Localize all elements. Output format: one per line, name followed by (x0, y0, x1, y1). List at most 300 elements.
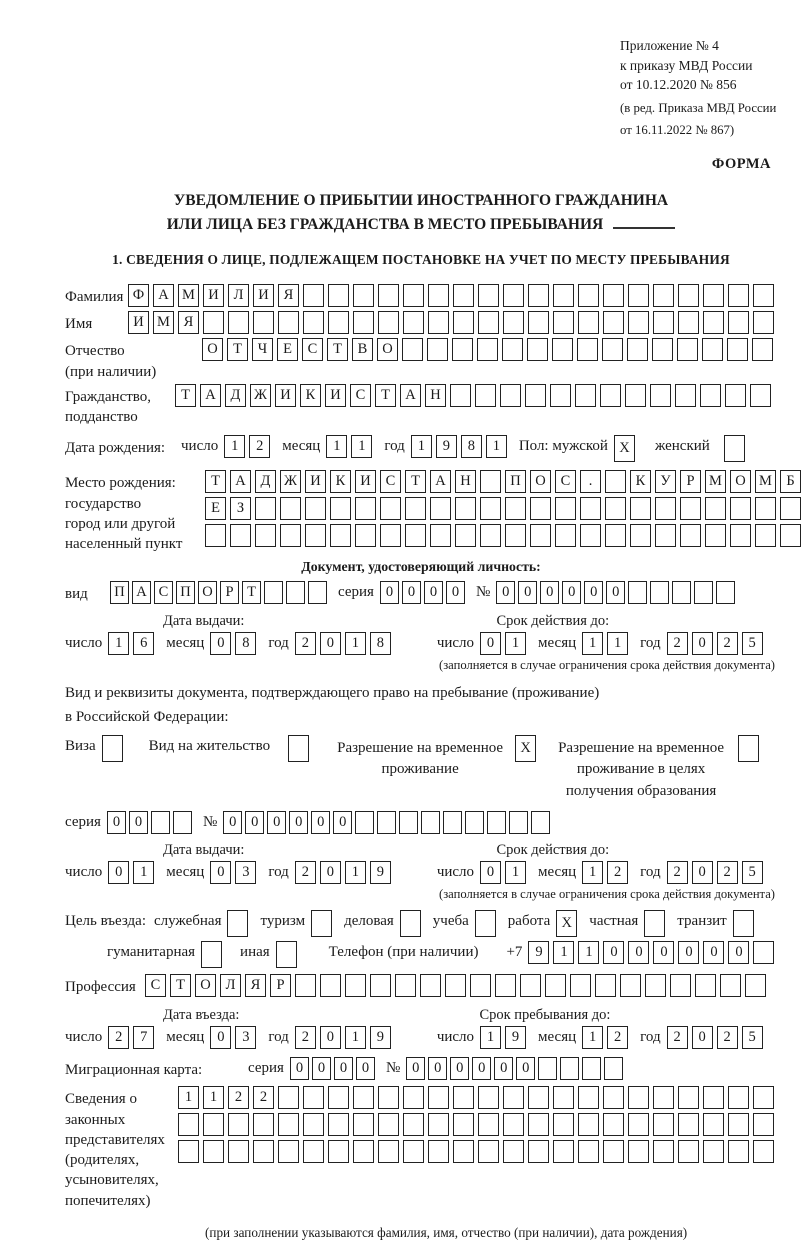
name-char-box[interactable] (603, 311, 624, 334)
date-box[interactable]: 0 (210, 1026, 231, 1049)
birth-place-char-box[interactable]: С (555, 470, 576, 493)
doc-kind-char-box[interactable]: А (132, 581, 151, 604)
phone-digit-box[interactable]: 1 (578, 941, 599, 964)
phone-digit-box[interactable]: 0 (628, 941, 649, 964)
birth-place-char-box[interactable] (405, 524, 426, 547)
birth-place-char-box[interactable] (380, 497, 401, 520)
surname-char-box[interactable] (578, 284, 599, 307)
date-box[interactable]: 2 (295, 861, 316, 884)
legal-reps-char-box[interactable] (278, 1140, 299, 1163)
legal-reps-char-box[interactable] (178, 1140, 199, 1163)
legal-reps-char-box[interactable] (353, 1113, 374, 1136)
legal-reps-char-box[interactable] (528, 1140, 549, 1163)
migration-series-box[interactable]: 0 (334, 1057, 353, 1080)
name-char-box[interactable] (403, 311, 424, 334)
legal-reps-char-box[interactable] (478, 1113, 499, 1136)
legal-reps-char-box[interactable] (453, 1086, 474, 1109)
birth-place-char-box[interactable] (355, 524, 376, 547)
patronymic-char-box[interactable]: Е (277, 338, 298, 361)
date-box[interactable]: 1 (582, 861, 603, 884)
date-box[interactable]: 0 (210, 861, 231, 884)
date-box[interactable]: 1 (133, 861, 154, 884)
legal-reps-char-box[interactable] (703, 1086, 724, 1109)
date-box[interactable]: 9 (370, 1026, 391, 1049)
citizenship-char-box[interactable]: И (325, 384, 346, 407)
birth-place-char-box[interactable]: О (730, 470, 751, 493)
birth-place-char-box[interactable] (305, 497, 326, 520)
legal-reps-char-box[interactable] (653, 1086, 674, 1109)
citizenship-char-box[interactable]: И (275, 384, 296, 407)
legal-reps-char-box[interactable] (428, 1140, 449, 1163)
date-box[interactable]: 6 (133, 632, 154, 655)
birth-place-char-box[interactable] (280, 524, 301, 547)
profession-char-box[interactable]: Т (170, 974, 191, 997)
profession-char-box[interactable] (495, 974, 516, 997)
patronymic-char-box[interactable]: О (202, 338, 223, 361)
patronymic-char-box[interactable]: О (377, 338, 398, 361)
surname-char-box[interactable] (453, 284, 474, 307)
legal-reps-char-box[interactable] (253, 1113, 274, 1136)
birth-place-char-box[interactable] (455, 524, 476, 547)
name-char-box[interactable] (228, 311, 249, 334)
citizenship-char-box[interactable] (475, 384, 496, 407)
legal-reps-char-box[interactable] (653, 1113, 674, 1136)
purpose-box[interactable] (311, 910, 332, 937)
residence-number-box[interactable] (509, 811, 528, 834)
patronymic-char-box[interactable]: Ч (252, 338, 273, 361)
birth-place-char-box[interactable] (730, 497, 751, 520)
profession-char-box[interactable] (695, 974, 716, 997)
legal-reps-char-box[interactable] (528, 1113, 549, 1136)
doc-kind-char-box[interactable]: П (176, 581, 195, 604)
legal-reps-char-box[interactable] (678, 1113, 699, 1136)
phone-digit-box[interactable] (753, 941, 774, 964)
date-box[interactable]: 2 (717, 861, 738, 884)
legal-reps-char-box[interactable] (553, 1140, 574, 1163)
surname-char-box[interactable] (503, 284, 524, 307)
date-box[interactable]: 0 (320, 632, 341, 655)
surname-char-box[interactable]: Л (228, 284, 249, 307)
profession-char-box[interactable]: С (145, 974, 166, 997)
migration-number-box[interactable] (582, 1057, 601, 1080)
legal-reps-char-box[interactable] (378, 1086, 399, 1109)
birth-place-char-box[interactable] (730, 524, 751, 547)
legal-reps-char-box[interactable] (478, 1140, 499, 1163)
legal-reps-char-box[interactable] (228, 1113, 249, 1136)
name-char-box[interactable] (628, 311, 649, 334)
citizenship-char-box[interactable]: Ж (250, 384, 271, 407)
legal-reps-char-box[interactable] (503, 1086, 524, 1109)
birth-place-char-box[interactable] (580, 524, 601, 547)
citizenship-char-box[interactable] (650, 384, 671, 407)
doc-number-box[interactable] (694, 581, 713, 604)
doc-series-box[interactable]: 0 (380, 581, 399, 604)
surname-char-box[interactable] (553, 284, 574, 307)
legal-reps-char-box[interactable] (578, 1113, 599, 1136)
date-box[interactable]: 2 (667, 861, 688, 884)
birth-place-char-box[interactable] (680, 497, 701, 520)
profession-char-box[interactable] (595, 974, 616, 997)
residence-number-box[interactable]: 0 (311, 811, 330, 834)
birth-year-box[interactable]: 9 (436, 435, 457, 458)
name-char-box[interactable] (678, 311, 699, 334)
doc-number-box[interactable] (628, 581, 647, 604)
profession-char-box[interactable] (645, 974, 666, 997)
legal-reps-char-box[interactable] (303, 1086, 324, 1109)
purpose-box[interactable] (733, 910, 754, 937)
birth-day-box[interactable]: 2 (249, 435, 270, 458)
birth-place-char-box[interactable] (555, 497, 576, 520)
date-box[interactable]: 1 (505, 861, 526, 884)
legal-reps-char-box[interactable] (203, 1140, 224, 1163)
date-box[interactable]: 9 (505, 1026, 526, 1049)
profession-char-box[interactable] (420, 974, 441, 997)
name-char-box[interactable] (303, 311, 324, 334)
doc-number-box[interactable] (650, 581, 669, 604)
doc-number-box[interactable]: 0 (518, 581, 537, 604)
phone-digit-box[interactable]: 0 (728, 941, 749, 964)
sex-female-box[interactable] (724, 435, 745, 462)
phone-digit-box[interactable]: 0 (603, 941, 624, 964)
name-char-box[interactable] (553, 311, 574, 334)
legal-reps-char-box[interactable] (178, 1113, 199, 1136)
citizenship-char-box[interactable] (525, 384, 546, 407)
legal-reps-char-box[interactable] (503, 1140, 524, 1163)
legal-reps-char-box[interactable] (553, 1113, 574, 1136)
purpose-box[interactable] (644, 910, 665, 937)
surname-char-box[interactable] (328, 284, 349, 307)
birth-place-char-box[interactable] (505, 524, 526, 547)
birth-place-char-box[interactable] (780, 524, 801, 547)
migration-number-box[interactable]: 0 (516, 1057, 535, 1080)
surname-char-box[interactable] (528, 284, 549, 307)
profession-char-box[interactable] (345, 974, 366, 997)
birth-place-char-box[interactable]: О (530, 470, 551, 493)
patronymic-char-box[interactable] (577, 338, 598, 361)
birth-place-char-box[interactable]: М (755, 470, 776, 493)
legal-reps-char-box[interactable] (728, 1113, 749, 1136)
citizenship-char-box[interactable]: Н (425, 384, 446, 407)
patronymic-char-box[interactable] (477, 338, 498, 361)
citizenship-char-box[interactable]: С (350, 384, 371, 407)
legal-reps-char-box[interactable] (378, 1113, 399, 1136)
citizenship-char-box[interactable] (750, 384, 771, 407)
profession-char-box[interactable]: Л (220, 974, 241, 997)
name-char-box[interactable] (328, 311, 349, 334)
legal-reps-char-box[interactable] (328, 1113, 349, 1136)
legal-reps-char-box[interactable] (578, 1140, 599, 1163)
date-box[interactable]: 0 (108, 861, 129, 884)
legal-reps-char-box[interactable] (628, 1140, 649, 1163)
birth-place-char-box[interactable]: К (630, 470, 651, 493)
patronymic-char-box[interactable] (677, 338, 698, 361)
purpose-box[interactable]: X (556, 910, 577, 937)
patronymic-char-box[interactable] (602, 338, 623, 361)
edu-permit-box[interactable] (738, 735, 759, 762)
profession-char-box[interactable] (445, 974, 466, 997)
migration-series-box[interactable]: 0 (290, 1057, 309, 1080)
profession-char-box[interactable] (395, 974, 416, 997)
surname-char-box[interactable] (678, 284, 699, 307)
birth-year-box[interactable]: 8 (461, 435, 482, 458)
doc-kind-char-box[interactable] (308, 581, 327, 604)
birth-place-char-box[interactable]: У (655, 470, 676, 493)
date-box[interactable]: 2 (295, 632, 316, 655)
legal-reps-char-box[interactable] (253, 1140, 274, 1163)
legal-reps-char-box[interactable] (753, 1140, 774, 1163)
birth-place-char-box[interactable] (755, 524, 776, 547)
birth-place-char-box[interactable]: Ж (280, 470, 301, 493)
birth-place-char-box[interactable] (530, 497, 551, 520)
residence-series-box[interactable] (173, 811, 192, 834)
residence-series-box[interactable]: 0 (129, 811, 148, 834)
legal-reps-char-box[interactable] (753, 1086, 774, 1109)
name-char-box[interactable]: И (128, 311, 149, 334)
date-box[interactable]: 5 (742, 861, 763, 884)
legal-reps-char-box[interactable] (303, 1140, 324, 1163)
migration-number-box[interactable]: 0 (406, 1057, 425, 1080)
profession-char-box[interactable] (520, 974, 541, 997)
name-char-box[interactable]: Я (178, 311, 199, 334)
name-char-box[interactable] (703, 311, 724, 334)
residence-number-box[interactable]: 0 (289, 811, 308, 834)
doc-kind-char-box[interactable] (286, 581, 305, 604)
surname-char-box[interactable] (378, 284, 399, 307)
patronymic-char-box[interactable] (402, 338, 423, 361)
doc-kind-char-box[interactable]: Р (220, 581, 239, 604)
birth-place-char-box[interactable]: И (355, 470, 376, 493)
date-box[interactable]: 5 (742, 1026, 763, 1049)
doc-series-box[interactable]: 0 (424, 581, 443, 604)
date-box[interactable]: 3 (235, 1026, 256, 1049)
residence-number-box[interactable]: 0 (223, 811, 242, 834)
legal-reps-char-box[interactable] (353, 1140, 374, 1163)
birth-place-char-box[interactable] (755, 497, 776, 520)
patronymic-char-box[interactable]: Т (227, 338, 248, 361)
birth-place-char-box[interactable] (455, 497, 476, 520)
doc-number-box[interactable]: 0 (584, 581, 603, 604)
legal-reps-char-box[interactable] (753, 1113, 774, 1136)
date-box[interactable]: 2 (667, 632, 688, 655)
date-box[interactable]: 1 (480, 1026, 501, 1049)
surname-char-box[interactable]: И (253, 284, 274, 307)
birth-place-char-box[interactable]: Н (455, 470, 476, 493)
doc-kind-char-box[interactable] (264, 581, 283, 604)
residence-series-box[interactable] (151, 811, 170, 834)
birth-place-char-box[interactable]: Р (680, 470, 701, 493)
citizenship-char-box[interactable]: А (200, 384, 221, 407)
profession-char-box[interactable] (295, 974, 316, 997)
birth-place-char-box[interactable]: С (380, 470, 401, 493)
birth-place-char-box[interactable] (580, 497, 601, 520)
residence-number-box[interactable] (465, 811, 484, 834)
temp-permit-box[interactable]: X (515, 735, 536, 762)
phone-digit-box[interactable]: 0 (653, 941, 674, 964)
birth-year-box[interactable]: 1 (486, 435, 507, 458)
legal-reps-char-box[interactable] (353, 1086, 374, 1109)
birth-place-char-box[interactable]: М (705, 470, 726, 493)
name-char-box[interactable] (653, 311, 674, 334)
surname-char-box[interactable] (403, 284, 424, 307)
date-box[interactable]: 2 (607, 1026, 628, 1049)
legal-reps-char-box[interactable]: 2 (228, 1086, 249, 1109)
name-char-box[interactable]: М (153, 311, 174, 334)
birth-day-box[interactable]: 1 (224, 435, 245, 458)
migration-number-box[interactable]: 0 (494, 1057, 513, 1080)
doc-number-box[interactable]: 0 (562, 581, 581, 604)
date-box[interactable]: 0 (210, 632, 231, 655)
profession-char-box[interactable] (470, 974, 491, 997)
citizenship-char-box[interactable] (500, 384, 521, 407)
birth-place-char-box[interactable] (255, 524, 276, 547)
profession-char-box[interactable] (370, 974, 391, 997)
legal-reps-char-box[interactable] (578, 1086, 599, 1109)
birth-place-char-box[interactable] (205, 524, 226, 547)
patronymic-char-box[interactable] (427, 338, 448, 361)
name-char-box[interactable] (253, 311, 274, 334)
date-box[interactable]: 5 (742, 632, 763, 655)
date-box[interactable]: 2 (295, 1026, 316, 1049)
profession-char-box[interactable] (570, 974, 591, 997)
date-box[interactable]: 2 (717, 1026, 738, 1049)
birth-place-char-box[interactable] (430, 524, 451, 547)
birth-place-char-box[interactable] (555, 524, 576, 547)
migration-number-box[interactable] (538, 1057, 557, 1080)
date-box[interactable]: 0 (480, 861, 501, 884)
migration-number-box[interactable] (560, 1057, 579, 1080)
birth-place-char-box[interactable] (405, 497, 426, 520)
surname-char-box[interactable]: Я (278, 284, 299, 307)
name-char-box[interactable] (478, 311, 499, 334)
doc-number-box[interactable]: 0 (540, 581, 559, 604)
birth-month-box[interactable]: 1 (326, 435, 347, 458)
name-char-box[interactable] (378, 311, 399, 334)
patronymic-char-box[interactable] (727, 338, 748, 361)
legal-reps-char-box[interactable] (703, 1140, 724, 1163)
citizenship-char-box[interactable] (575, 384, 596, 407)
birth-place-char-box[interactable]: И (305, 470, 326, 493)
doc-series-box[interactable]: 0 (446, 581, 465, 604)
birth-place-char-box[interactable]: Д (255, 470, 276, 493)
patronymic-char-box[interactable]: С (302, 338, 323, 361)
date-box[interactable]: 2 (717, 632, 738, 655)
citizenship-char-box[interactable]: А (400, 384, 421, 407)
profession-char-box[interactable] (545, 974, 566, 997)
date-box[interactable]: 1 (582, 632, 603, 655)
migration-number-box[interactable]: 0 (428, 1057, 447, 1080)
date-box[interactable]: 1 (582, 1026, 603, 1049)
patronymic-char-box[interactable]: В (352, 338, 373, 361)
legal-reps-char-box[interactable] (403, 1086, 424, 1109)
birth-place-char-box[interactable]: А (430, 470, 451, 493)
profession-char-box[interactable] (670, 974, 691, 997)
name-char-box[interactable] (578, 311, 599, 334)
birth-place-char-box[interactable] (705, 497, 726, 520)
birth-place-char-box[interactable]: . (580, 470, 601, 493)
legal-reps-char-box[interactable]: 2 (253, 1086, 274, 1109)
citizenship-char-box[interactable] (625, 384, 646, 407)
migration-number-box[interactable] (604, 1057, 623, 1080)
sex-male-box[interactable]: X (614, 435, 635, 462)
residence-permit-box[interactable] (288, 735, 309, 762)
date-box[interactable]: 2 (108, 1026, 129, 1049)
citizenship-char-box[interactable]: К (300, 384, 321, 407)
date-box[interactable]: 1 (345, 1026, 366, 1049)
name-char-box[interactable] (503, 311, 524, 334)
profession-char-box[interactable] (745, 974, 766, 997)
residence-series-box[interactable]: 0 (107, 811, 126, 834)
date-box[interactable]: 1 (345, 861, 366, 884)
birth-place-char-box[interactable]: З (230, 497, 251, 520)
legal-reps-char-box[interactable] (378, 1140, 399, 1163)
name-char-box[interactable] (753, 311, 774, 334)
migration-series-box[interactable]: 0 (312, 1057, 331, 1080)
birth-place-char-box[interactable] (705, 524, 726, 547)
residence-number-box[interactable]: 0 (267, 811, 286, 834)
legal-reps-char-box[interactable] (478, 1086, 499, 1109)
legal-reps-char-box[interactable] (528, 1086, 549, 1109)
surname-char-box[interactable] (353, 284, 374, 307)
name-char-box[interactable] (528, 311, 549, 334)
residence-number-box[interactable] (487, 811, 506, 834)
birth-place-char-box[interactable]: А (230, 470, 251, 493)
legal-reps-char-box[interactable]: 1 (203, 1086, 224, 1109)
surname-char-box[interactable]: А (153, 284, 174, 307)
birth-place-char-box[interactable] (655, 497, 676, 520)
legal-reps-char-box[interactable] (278, 1086, 299, 1109)
legal-reps-char-box[interactable] (453, 1113, 474, 1136)
date-box[interactable]: 1 (505, 632, 526, 655)
legal-reps-char-box[interactable] (553, 1086, 574, 1109)
surname-char-box[interactable] (728, 284, 749, 307)
birth-place-char-box[interactable]: Б (780, 470, 801, 493)
legal-reps-char-box[interactable] (328, 1086, 349, 1109)
residence-number-box[interactable] (399, 811, 418, 834)
residence-number-box[interactable] (421, 811, 440, 834)
name-char-box[interactable] (428, 311, 449, 334)
citizenship-char-box[interactable]: Т (375, 384, 396, 407)
patronymic-char-box[interactable] (502, 338, 523, 361)
visa-box[interactable] (102, 735, 123, 762)
legal-reps-char-box[interactable] (653, 1140, 674, 1163)
birth-place-char-box[interactable]: К (330, 470, 351, 493)
doc-number-box[interactable] (716, 581, 735, 604)
phone-digit-box[interactable]: 0 (678, 941, 699, 964)
birth-place-char-box[interactable] (630, 497, 651, 520)
birth-place-char-box[interactable] (605, 524, 626, 547)
purpose-box[interactable] (276, 941, 297, 968)
legal-reps-char-box[interactable] (228, 1140, 249, 1163)
name-char-box[interactable] (278, 311, 299, 334)
birth-place-char-box[interactable]: Т (205, 470, 226, 493)
doc-kind-char-box[interactable]: Т (242, 581, 261, 604)
phone-digit-box[interactable]: 0 (703, 941, 724, 964)
patronymic-char-box[interactable] (652, 338, 673, 361)
legal-reps-char-box[interactable] (628, 1086, 649, 1109)
citizenship-char-box[interactable] (600, 384, 621, 407)
migration-number-box[interactable]: 0 (472, 1057, 491, 1080)
surname-char-box[interactable] (428, 284, 449, 307)
legal-reps-char-box[interactable] (403, 1113, 424, 1136)
residence-number-box[interactable] (355, 811, 374, 834)
purpose-box[interactable] (475, 910, 496, 937)
legal-reps-char-box[interactable]: 1 (178, 1086, 199, 1109)
surname-char-box[interactable] (303, 284, 324, 307)
birth-place-char-box[interactable] (480, 497, 501, 520)
legal-reps-char-box[interactable] (603, 1086, 624, 1109)
doc-kind-char-box[interactable]: О (198, 581, 217, 604)
patronymic-char-box[interactable]: Т (327, 338, 348, 361)
